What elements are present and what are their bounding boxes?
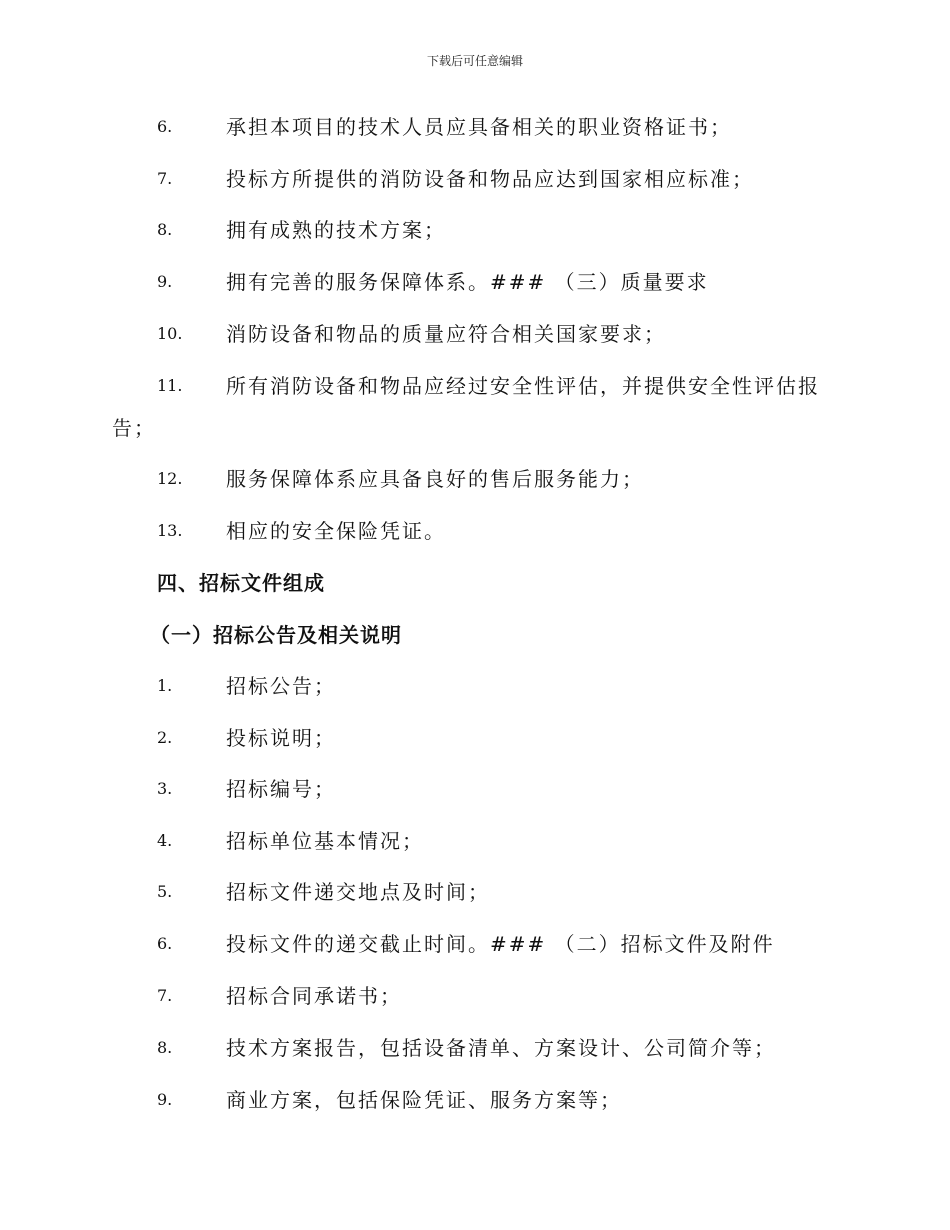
list-text: 招标文件递交地点及时间；	[226, 880, 490, 904]
list-number: 7.	[157, 169, 173, 188]
list-text: 招标单位基本情况；	[226, 829, 424, 853]
list-item-continuation	[0, 413, 950, 443]
continuation-text: 告；	[112, 416, 156, 440]
list-text: 招标编号；	[226, 777, 336, 801]
list-number: 7.	[157, 986, 173, 1005]
list-number: 9.	[157, 1090, 173, 1109]
list-number: 8.	[157, 220, 173, 239]
list-item	[0, 1033, 950, 1063]
list-number: 10.	[157, 324, 183, 343]
list-item	[0, 164, 950, 194]
list-number: 12.	[157, 469, 183, 488]
list-text: 拥有成熟的技术方案；	[226, 218, 446, 242]
list-item	[0, 267, 950, 297]
list-item	[0, 319, 950, 349]
list-text: 承担本项目的技术人员应具备相关的职业资格证书；	[226, 115, 732, 139]
subsection-heading	[0, 620, 950, 650]
list-number: 6.	[157, 934, 173, 953]
section-heading	[0, 568, 950, 598]
list-text: 投标说明；	[226, 726, 336, 750]
list-number: 4.	[157, 831, 173, 850]
list-item	[0, 112, 950, 142]
list-item	[0, 981, 950, 1011]
section-heading-text: 四、招标文件组成	[157, 571, 325, 595]
list-text: 投标文件的递交截止时间。### （二）招标文件及附件	[226, 932, 775, 956]
list-item	[0, 877, 950, 907]
list-text: 拥有完善的服务保障体系。### （三）质量要求	[226, 270, 709, 294]
list-item	[0, 215, 950, 245]
list-text: 投标方所提供的消防设备和物品应达到国家相应标准；	[226, 167, 754, 191]
list-text: 招标合同承诺书；	[226, 984, 402, 1008]
list-text: 招标公告；	[226, 674, 336, 698]
list-number: 2.	[157, 728, 173, 747]
list-item	[0, 671, 950, 701]
page-header: 下载后可任意编辑	[426, 54, 523, 68]
list-text: 技术方案报告，包括设备清单、方案设计、公司简介等；	[226, 1036, 776, 1060]
list-number: 11.	[157, 376, 183, 395]
list-item	[0, 464, 950, 494]
list-number: 3.	[157, 779, 173, 798]
list-text: 服务保障体系应具备良好的售后服务能力；	[226, 467, 644, 491]
list-text: 商业方案，包括保险凭证、服务方案等；	[226, 1088, 622, 1112]
list-item	[0, 929, 950, 959]
list-number: 13.	[157, 521, 183, 540]
list-item	[0, 516, 950, 546]
list-item	[0, 774, 950, 804]
list-number: 8.	[157, 1038, 173, 1057]
list-number: 6.	[157, 117, 173, 136]
list-text: 消防设备和物品的质量应符合相关国家要求；	[226, 322, 666, 346]
list-text: 所有消防设备和物品应经过安全性评估，并提供安全性评估报	[226, 374, 820, 398]
list-number: 1.	[157, 676, 173, 695]
list-item	[0, 723, 950, 753]
list-text: 相应的安全保险凭证。	[226, 519, 446, 543]
list-number: 5.	[157, 882, 173, 901]
list-number: 9.	[157, 272, 173, 291]
subsection-heading-text: （一）招标公告及相关说明	[150, 623, 402, 647]
list-item	[0, 371, 950, 401]
list-item	[0, 826, 950, 856]
list-item	[0, 1085, 950, 1115]
